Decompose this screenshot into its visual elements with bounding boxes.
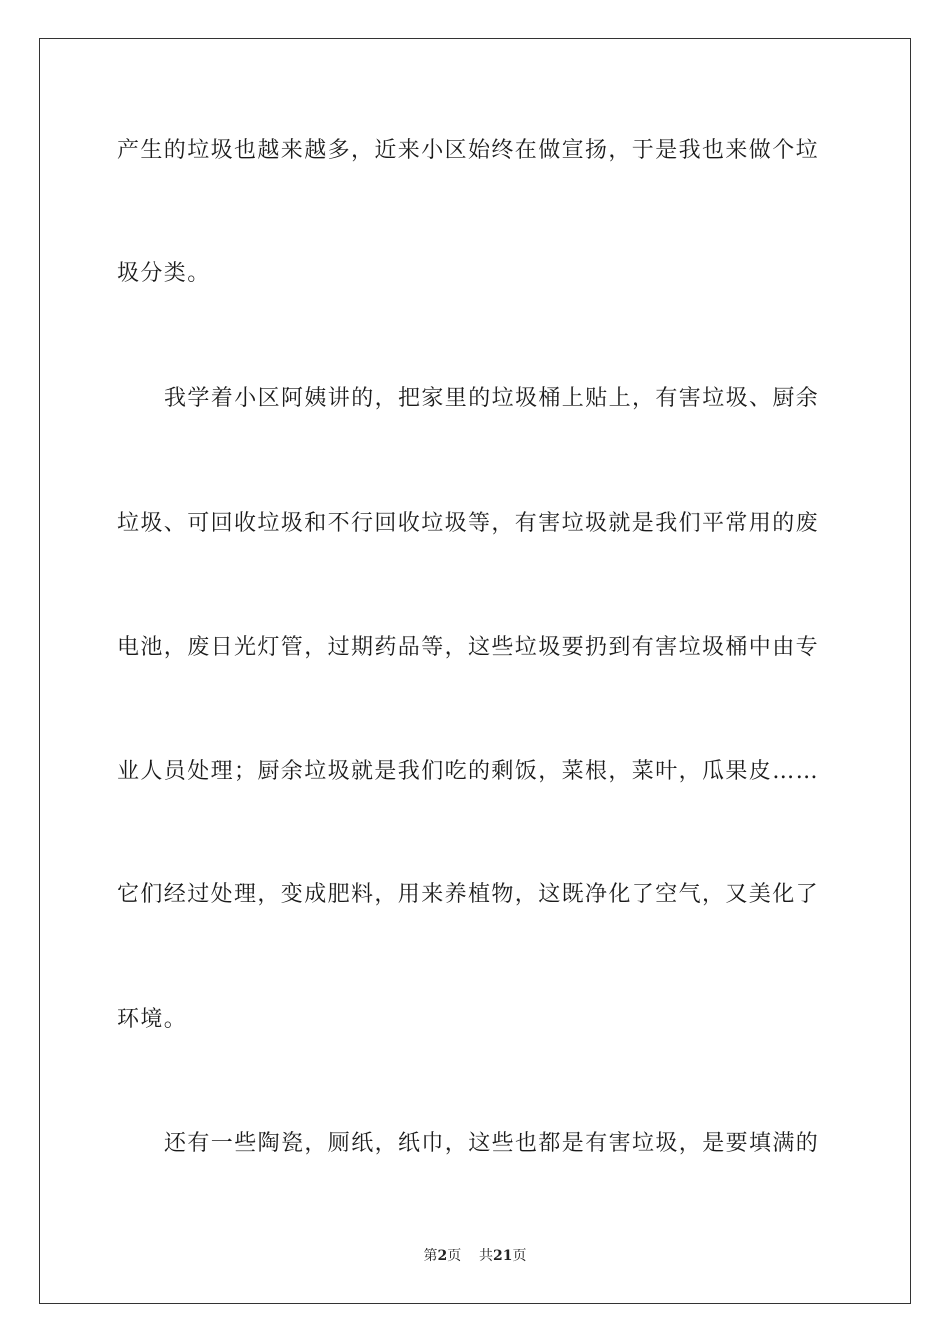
text-line-8: 环境。 xyxy=(117,1007,188,1032)
text-line-6: 业人员处理；厨余垃圾就是我们吃的剩饭，菜根，菜叶，瓜果皮…… xyxy=(117,759,820,784)
page-number: 2 xyxy=(437,1248,448,1264)
total-pages: 21 xyxy=(493,1248,513,1264)
page-border xyxy=(39,38,911,1304)
text-line-1: 产生的垃圾也越来越多，近来小区始终在做宣扬，于是我也来做个垃 xyxy=(117,138,820,163)
text-line-9: 还有一些陶瓷，厕纸，纸巾，这些也都是有害垃圾，是要填满的 xyxy=(164,1131,820,1156)
total-prefix: 共 xyxy=(479,1248,494,1264)
text-line-7: 它们经过处理，变成肥料，用来养植物，这既净化了空气，又美化了 xyxy=(117,882,820,907)
page-suffix: 页 xyxy=(447,1248,462,1264)
page-prefix: 第 xyxy=(423,1248,438,1264)
page-footer xyxy=(0,1246,950,1266)
text-line-3: 我学着小区阿姨讲的，把家里的垃圾桶上贴上，有害垃圾、厨余 xyxy=(164,386,820,411)
text-line-2: 圾分类。 xyxy=(117,261,211,286)
text-line-4: 垃圾、可回收垃圾和不行回收垃圾等，有害垃圾就是我们平常用的废 xyxy=(117,511,820,536)
total-suffix: 页 xyxy=(512,1248,527,1264)
text-line-5: 电池，废日光灯管，过期药品等，这些垃圾要扔到有害垃圾桶中由专 xyxy=(117,635,820,660)
